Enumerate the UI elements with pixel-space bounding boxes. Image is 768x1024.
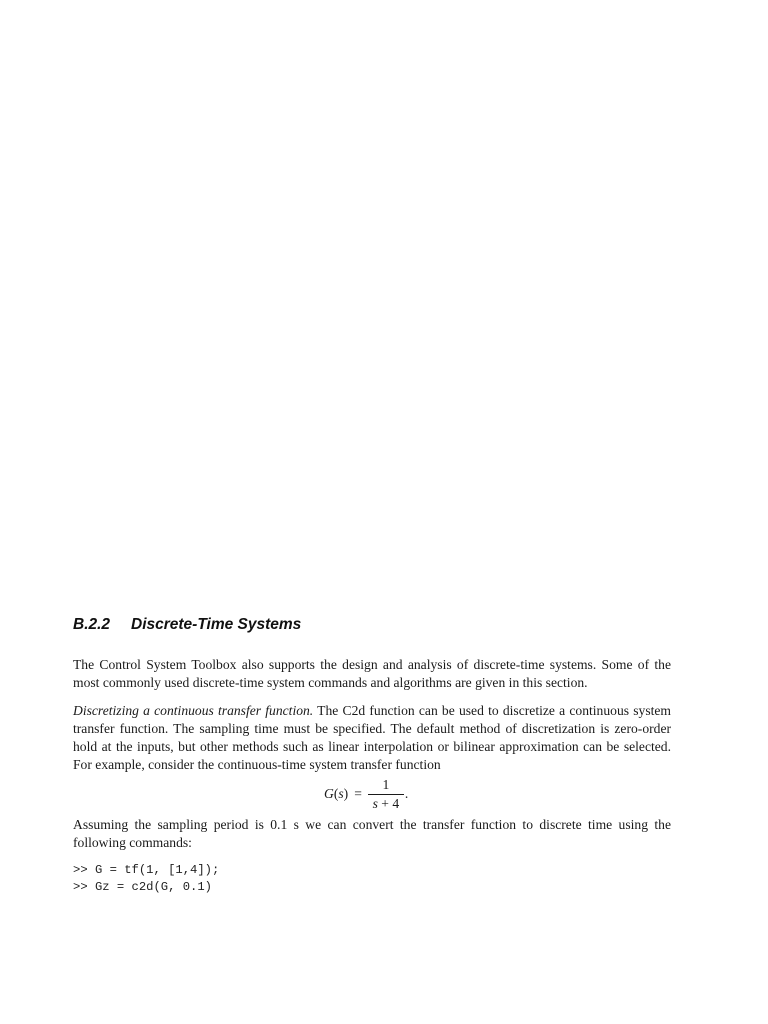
paragraph-body: The C2d function can be used to discretize a continuous system transfer function. The sampling time must be specified. The default method of discretization is zero-order hold at the inputs, but other methods such as linear interpolation or bilinear approximation can be selected. For example, consider the continuous-time system transfer function <box>73 703 671 772</box>
equation-lhs <box>324 786 348 802</box>
transfer-function-equation <box>73 774 671 814</box>
equation-paren-open: ( <box>333 786 339 801</box>
equation-equals: = <box>354 786 362 801</box>
code-block <box>73 862 671 896</box>
section-number: B.2.2 <box>73 616 111 633</box>
code-line: >> Gz = c2d(G, 0.1) <box>73 880 212 894</box>
discretize-paragraph <box>73 702 671 774</box>
equation-period: . <box>404 786 409 801</box>
equation-variable: s <box>338 786 344 801</box>
equation-function-name: G <box>324 786 334 801</box>
intro-paragraph: The Control System Toolbox also supports the design and analysis of discrete-time systems. Some of the most commonly used discrete-time system commands and algorithms are given in this section. <box>73 657 671 690</box>
equation-numerator: 1 <box>382 776 390 792</box>
section-heading <box>73 614 671 636</box>
sampling-paragraph: Assuming the sampling period is 0.1 s we can convert the transfer function to discrete time using the following commands: <box>73 817 671 850</box>
equation-paren-close: ) <box>343 786 349 801</box>
equation-denominator <box>373 795 400 812</box>
code-line: >> G = tf(1, [1,4]); <box>73 863 220 877</box>
equation-fraction <box>368 777 404 812</box>
section-content <box>73 614 671 896</box>
section-title: Discrete-Time Systems <box>131 616 302 633</box>
paragraph-lead: Discretizing a continuous transfer function. <box>73 703 314 718</box>
denominator-variable: s <box>372 795 378 811</box>
denominator-constant: + 4 <box>377 795 400 811</box>
